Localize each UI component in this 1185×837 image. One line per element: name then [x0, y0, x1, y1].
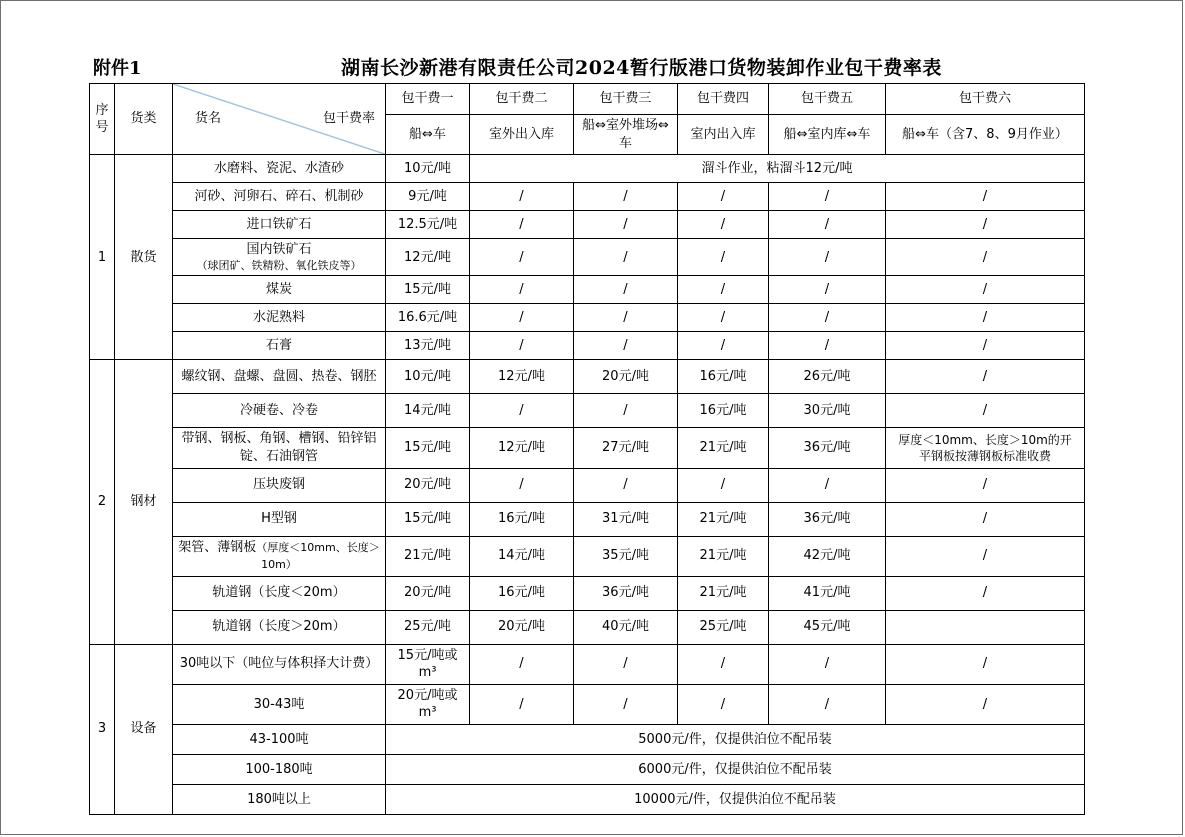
table-header	[90, 84, 1085, 155]
fee-value-cell: /	[886, 183, 1085, 211]
fee-value-cell: /	[886, 360, 1085, 394]
fee-value-cell: 40元/吨	[574, 610, 678, 644]
fee-value-cell: 41元/吨	[769, 576, 886, 610]
header-fee-rate-label: 包干费率	[322, 111, 375, 127]
cargo-name: 100-180吨	[245, 761, 313, 777]
fee-value-cell: /	[886, 684, 1085, 724]
fee-value-cell: /	[470, 276, 574, 304]
fee-value-cell: 20元/吨	[386, 468, 470, 502]
fee-value-cell: /	[470, 684, 574, 724]
fee-value-cell: 5000元/件，仅提供泊位不配吊装	[386, 724, 1085, 754]
cargo-name-cell	[173, 155, 386, 183]
fee-value-cell: 31元/吨	[574, 502, 678, 536]
table-row	[90, 239, 1085, 276]
fee-value-cell: 15元/吨	[386, 428, 470, 468]
fee-value-cell: 12.5元/吨	[386, 211, 470, 239]
table-row	[90, 155, 1085, 183]
fee-value-cell: 42元/吨	[769, 536, 886, 576]
fee-value-cell: 15元/吨	[386, 276, 470, 304]
table-row	[90, 428, 1085, 468]
header-mode-3: 船⇔室外堆场⇔车	[574, 115, 678, 155]
fee-value-cell: /	[886, 276, 1085, 304]
fee-value-cell: 16元/吨	[470, 576, 574, 610]
fee-value-cell: /	[678, 684, 769, 724]
table-row	[90, 754, 1085, 784]
fee-table-body	[90, 155, 1085, 815]
fee-value-cell: /	[886, 644, 1085, 684]
fee-value-cell: 20元/吨	[386, 576, 470, 610]
cargo-name-cell	[173, 211, 386, 239]
table-row	[90, 784, 1085, 814]
fee-value-cell: 45元/吨	[769, 610, 886, 644]
cargo-name-cell	[173, 784, 386, 814]
cargo-name-cell	[173, 536, 386, 576]
fee-value-cell: 溜斗作业，粘溜斗12元/吨	[470, 155, 1085, 183]
fee-value-cell: 9元/吨	[386, 183, 470, 211]
header-fee-1: 包干费一	[386, 84, 470, 115]
cargo-name: 石膏	[265, 338, 292, 354]
fee-value-cell: 15元/吨或m³	[386, 644, 470, 684]
fee-value-cell: /	[470, 239, 574, 276]
cargo-name: 压块废钢	[252, 477, 305, 493]
fee-value-cell: /	[886, 211, 1085, 239]
table-row	[90, 644, 1085, 684]
header-mode-2: 室外出入库	[470, 115, 574, 155]
fee-value-cell: 12元/吨	[470, 360, 574, 394]
cargo-name-cell	[173, 183, 386, 211]
table-row	[90, 211, 1085, 239]
fee-value-cell: /	[769, 239, 886, 276]
page-title: 湖南长沙新港有限责任公司2024暂行版港口货物装卸作业包干费率表	[341, 57, 942, 79]
table-row	[90, 576, 1085, 610]
fee-value-cell: 14元/吨	[470, 536, 574, 576]
fee-value-cell: 25元/吨	[386, 610, 470, 644]
fee-value-cell: /	[678, 183, 769, 211]
fee-value-cell: /	[574, 394, 678, 428]
fee-value-cell: 21元/吨	[678, 576, 769, 610]
table-row	[90, 360, 1085, 394]
fee-value-cell: 27元/吨	[574, 428, 678, 468]
fee-value-cell: /	[769, 211, 886, 239]
fee-value-cell: /	[470, 304, 574, 332]
cargo-name: 30吨以下（吨位与体积择大计费）	[179, 656, 379, 672]
cargo-name: 30-43吨	[253, 696, 305, 712]
fee-value-cell: /	[470, 468, 574, 502]
fee-value-cell: /	[886, 536, 1085, 576]
category-cell: 散货	[115, 155, 173, 360]
category-cell: 设备	[115, 644, 173, 814]
table-row	[90, 502, 1085, 536]
cargo-name: 螺纹钢、盘螺、盘圆、热卷、钢胚	[181, 369, 377, 385]
table-row	[90, 183, 1085, 211]
cargo-name: 带钢、钢板、角钢、槽钢、铅锌铝锭、石油钢管	[181, 431, 377, 465]
fee-value-cell: 16元/吨	[678, 394, 769, 428]
cargo-name: 国内铁矿石	[246, 242, 312, 258]
fee-value-cell: /	[769, 276, 886, 304]
header-fee-6: 包干费六	[886, 84, 1085, 115]
cargo-name-cell	[173, 332, 386, 360]
fee-value-cell: 13元/吨	[386, 332, 470, 360]
fee-value-cell: 35元/吨	[574, 536, 678, 576]
table-row	[90, 684, 1085, 724]
cargo-name: 架管、薄钢板	[178, 539, 257, 555]
fee-value-cell: /	[574, 183, 678, 211]
table-row	[90, 468, 1085, 502]
header-fee-3: 包干费三	[574, 84, 678, 115]
fee-value-cell: /	[678, 211, 769, 239]
cargo-name-cell	[173, 276, 386, 304]
fee-value-cell: /	[574, 644, 678, 684]
header-row-1	[90, 84, 1085, 115]
table-row	[90, 610, 1085, 644]
header-mode-6: 船⇔车（含7、8、9月作业）	[886, 115, 1085, 155]
table-row	[90, 394, 1085, 428]
cargo-name: 冷硬卷、冷卷	[239, 403, 318, 419]
fee-value-cell: /	[769, 468, 886, 502]
fee-value-cell: 厚度＜10mm、长度＞10m的开平钢板按薄钢板标准收费	[886, 428, 1085, 468]
fee-value-cell: /	[574, 239, 678, 276]
header-fee-5: 包干费五	[769, 84, 886, 115]
fee-value-cell: 20元/吨	[574, 360, 678, 394]
fee-value-cell: 21元/吨	[678, 536, 769, 576]
fee-value-cell: /	[470, 332, 574, 360]
fee-value-cell: 20元/吨	[470, 610, 574, 644]
cargo-name-cell	[173, 360, 386, 394]
fee-rate-table	[89, 83, 1085, 815]
fee-value-cell: 16元/吨	[678, 360, 769, 394]
fee-value-cell: /	[769, 304, 886, 332]
fee-value-cell: 21元/吨	[678, 502, 769, 536]
fee-value-cell: /	[574, 332, 678, 360]
fee-value-cell: 36元/吨	[769, 428, 886, 468]
cargo-name-cell	[173, 394, 386, 428]
cargo-name-cell	[173, 576, 386, 610]
header-seq: 序号	[90, 84, 115, 155]
fee-value-cell: /	[470, 183, 574, 211]
fee-value-cell: /	[678, 644, 769, 684]
table-row	[90, 304, 1085, 332]
cargo-name-cell	[173, 684, 386, 724]
fee-value-cell: 21元/吨	[678, 428, 769, 468]
header-mode-1: 船⇔车	[386, 115, 470, 155]
header-fee-2: 包干费二	[470, 84, 574, 115]
fee-value-cell: 10元/吨	[386, 155, 470, 183]
table-row	[90, 332, 1085, 360]
header-category: 货类	[115, 84, 173, 155]
cargo-name-cell	[173, 239, 386, 276]
fee-value-cell: 36元/吨	[769, 502, 886, 536]
cargo-name: 水泥熟料	[252, 310, 305, 326]
fee-value-cell: 12元/吨	[386, 239, 470, 276]
fee-value-cell: 20元/吨或m³	[386, 684, 470, 724]
fee-value-cell: 30元/吨	[769, 394, 886, 428]
cargo-name-cell	[173, 644, 386, 684]
seq-cell: 3	[90, 644, 115, 814]
fee-value-cell: 6000元/件，仅提供泊位不配吊装	[386, 754, 1085, 784]
fee-value-cell: 36元/吨	[574, 576, 678, 610]
fee-value-cell: /	[769, 332, 886, 360]
fee-value-cell: /	[470, 394, 574, 428]
fee-value-cell: /	[886, 468, 1085, 502]
cargo-name-cell	[173, 428, 386, 468]
table-row	[90, 536, 1085, 576]
fee-value-cell: /	[678, 276, 769, 304]
fee-value-cell: 10元/吨	[386, 360, 470, 394]
header-fee-4: 包干费四	[678, 84, 769, 115]
fee-value-cell: /	[574, 304, 678, 332]
header-mode-4: 室内出入库	[678, 115, 769, 155]
fee-value-cell: /	[769, 644, 886, 684]
fee-value-cell: 25元/吨	[678, 610, 769, 644]
fee-value-cell: 26元/吨	[769, 360, 886, 394]
fee-value-cell: 21元/吨	[386, 536, 470, 576]
fee-value-cell: /	[574, 684, 678, 724]
cargo-name: 煤炭	[265, 282, 292, 298]
cargo-name-cell	[173, 468, 386, 502]
fee-value-cell: /	[470, 644, 574, 684]
fee-value-cell: 16.6元/吨	[386, 304, 470, 332]
fee-value-cell: 10000元/件，仅提供泊位不配吊装	[386, 784, 1085, 814]
fee-value-cell: 12元/吨	[470, 428, 574, 468]
cargo-name: 进口铁矿石	[246, 216, 312, 232]
cargo-name-note: （厚度＜10mm、长度＞10m）	[256, 540, 380, 572]
header-cargo-name-label: 货名	[195, 111, 222, 127]
header-diagonal-cell	[173, 84, 386, 155]
fee-value-cell: /	[678, 332, 769, 360]
fee-value-cell: /	[886, 394, 1085, 428]
category-cell: 钢材	[115, 360, 173, 644]
cargo-name-cell	[173, 502, 386, 536]
fee-value-cell: /	[678, 239, 769, 276]
fee-value-cell: /	[886, 502, 1085, 536]
seq-cell: 1	[90, 155, 115, 360]
cargo-name: 轨道钢（长度＞20m）	[212, 619, 346, 635]
fee-value-cell: /	[886, 304, 1085, 332]
cargo-name: 水磨料、瓷泥、水渣砂	[213, 160, 344, 176]
cargo-name-note: （球团矿、铁精粉、氧化铁皮等）	[196, 258, 362, 272]
cargo-name-cell	[173, 754, 386, 784]
fee-value-cell: /	[769, 684, 886, 724]
fee-value-cell: 16元/吨	[470, 502, 574, 536]
header-mode-5: 船⇔室内库⇔车	[769, 115, 886, 155]
cargo-name-cell	[173, 610, 386, 644]
cargo-name: H型钢	[261, 511, 297, 527]
table-row	[90, 276, 1085, 304]
cargo-name: 180吨以上	[247, 791, 311, 807]
fee-value-cell: 14元/吨	[386, 394, 470, 428]
fee-value-cell: /	[886, 576, 1085, 610]
seq-cell: 2	[90, 360, 115, 644]
fee-value-cell: /	[574, 468, 678, 502]
fee-value-cell: /	[886, 239, 1085, 276]
attachment-label: 附件1	[93, 58, 142, 79]
cargo-name-cell	[173, 304, 386, 332]
fee-value-cell: /	[769, 183, 886, 211]
cargo-name: 河砂、河卵石、碎石、机制砂	[194, 188, 364, 204]
fee-value-cell: /	[886, 332, 1085, 360]
cargo-name: 轨道钢（长度＜20m）	[212, 585, 346, 601]
fee-value-cell	[886, 610, 1085, 644]
cargo-name: 43-100吨	[249, 731, 309, 747]
table-row	[90, 724, 1085, 754]
fee-value-cell: /	[678, 304, 769, 332]
fee-value-cell: 15元/吨	[386, 502, 470, 536]
fee-value-cell: /	[470, 211, 574, 239]
fee-value-cell: /	[574, 276, 678, 304]
cargo-name-cell	[173, 724, 386, 754]
fee-value-cell: /	[678, 468, 769, 502]
fee-value-cell: /	[574, 211, 678, 239]
